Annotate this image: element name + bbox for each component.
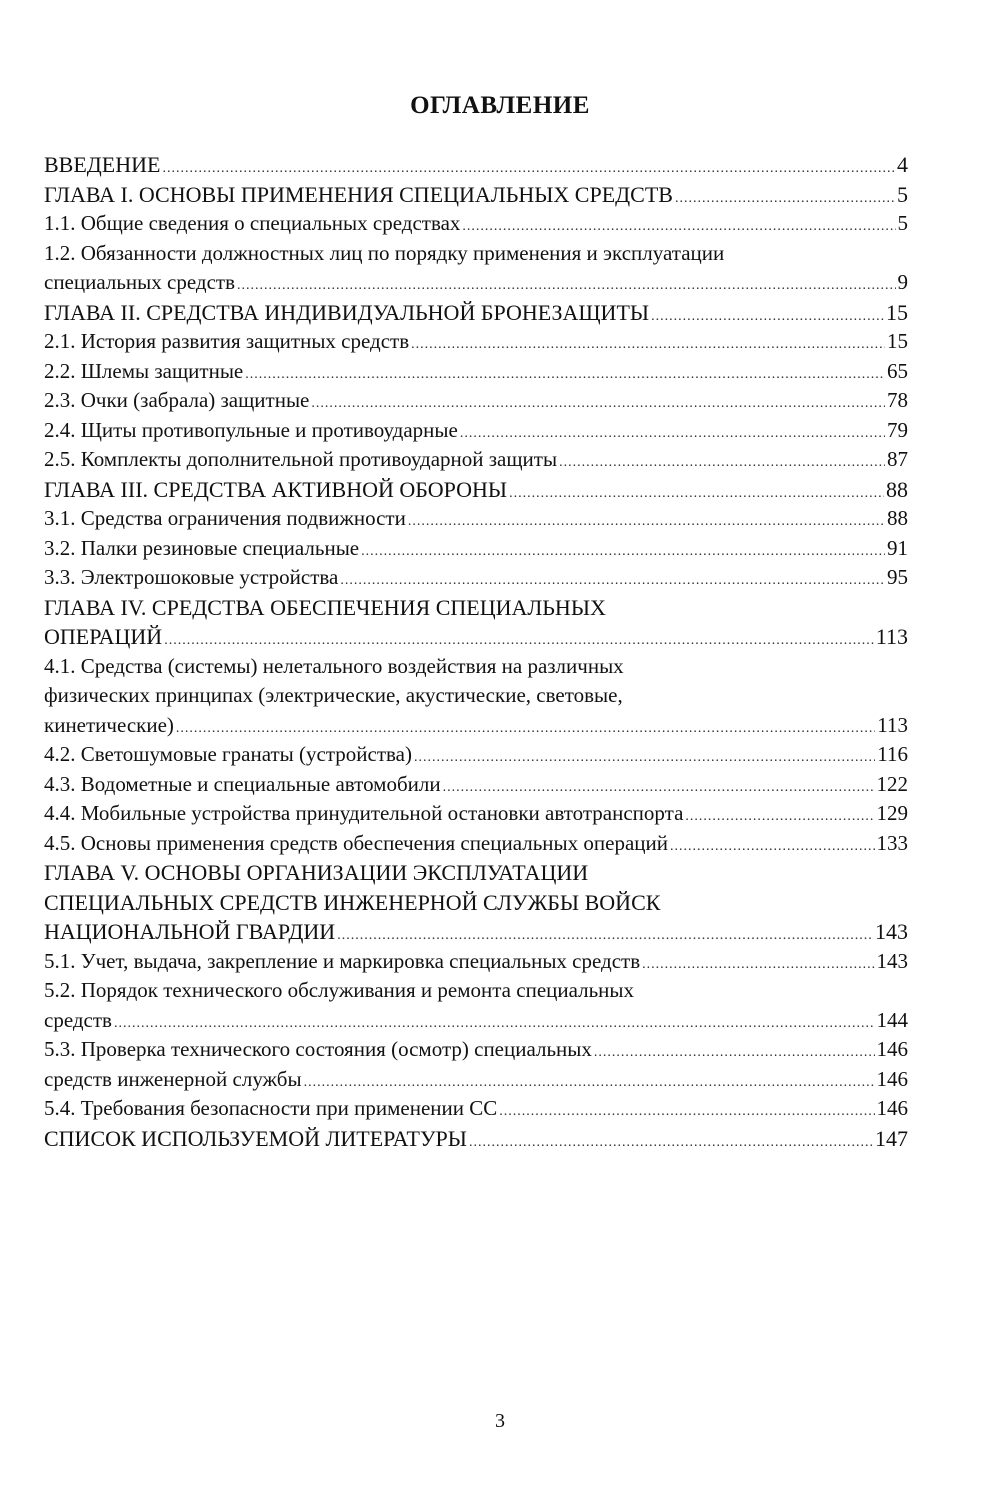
toc-entry-row — [44, 475, 908, 505]
toc-entry-line: физических принципах (электрические, акустические, световые, — [44, 683, 623, 707]
toc-entry-row — [44, 445, 908, 475]
dot-leader — [245, 357, 885, 390]
toc-entry-row — [44, 357, 908, 387]
dot-leader — [164, 622, 874, 656]
toc-entry-row — [44, 386, 908, 416]
toc-page-number: 113 — [875, 624, 908, 649]
dot-leader — [670, 829, 875, 862]
toc-entry-title: 5.3. Проверка технического состояния (осмотр) специальных — [44, 1037, 592, 1061]
toc-entry — [44, 947, 908, 977]
toc-page-number: 5 — [897, 211, 908, 235]
dot-leader — [114, 1006, 875, 1039]
toc-entry — [44, 357, 908, 387]
dot-leader — [469, 1124, 873, 1158]
toc-entry-title: ГЛАВА I. ОСНОВЫ ПРИМЕНЕНИЯ СПЕЦИАЛЬНЫХ СРЕДСТВ — [44, 181, 673, 207]
table-of-contents — [44, 150, 908, 1153]
dot-leader — [594, 1035, 875, 1068]
toc-entry-title: 4.4. Мобильные устройства принудительной остановки автотранспорта — [44, 801, 684, 825]
toc-entry-title: 5.4. Требования безопасности при применении СС — [44, 1096, 498, 1120]
toc-entry — [44, 445, 908, 475]
toc-entry — [44, 563, 908, 593]
toc-entry — [44, 770, 908, 800]
toc-entry-line: ГЛАВА IV. СРЕДСТВА ОБЕСПЕЧЕНИЯ СПЕЦИАЛЬНЫХ — [44, 594, 606, 620]
dot-leader — [499, 1094, 874, 1127]
toc-entry-row — [44, 1065, 908, 1095]
toc-entry — [44, 239, 908, 298]
toc-entry — [44, 1035, 908, 1065]
toc-entry-title: специальных средств — [44, 270, 235, 294]
toc-entry-title: ГЛАВА III. СРЕДСТВА АКТИВНОЙ ОБОРОНЫ — [44, 476, 508, 502]
dot-leader — [340, 563, 885, 596]
toc-entry-title: 2.5. Комплекты дополнительной противоударной защиты — [44, 447, 558, 471]
dot-leader — [337, 917, 873, 951]
toc-entry-title: ВВЕДЕНИЕ — [44, 152, 161, 177]
toc-entry-title: 1.1. Общие сведения о специальных средствах — [44, 211, 461, 235]
toc-entry-title: 4.5. Основы применения средств обеспечения специальных операций — [44, 830, 668, 855]
toc-entry-title: 4.3. Водометные и специальные автомобили — [44, 771, 441, 796]
toc-entry-title: 3.2. Палки резиновые специальные — [44, 535, 360, 560]
dot-leader — [237, 268, 896, 301]
toc-entry-row — [44, 1094, 908, 1124]
toc-entry-title: 4.2. Светошумовые гранаты (устройства) — [44, 742, 412, 766]
dot-leader — [162, 150, 895, 184]
dot-leader — [443, 770, 875, 803]
dot-leader — [685, 799, 874, 832]
toc-page-number: 146 — [876, 1037, 908, 1061]
toc-entry — [44, 1124, 908, 1154]
toc-entry — [44, 416, 908, 446]
toc-page-number: 88 — [887, 506, 908, 530]
toc-entry — [44, 298, 908, 328]
toc-entry-title: ГЛАВА II. СРЕДСТВА ИНДИВИДУАЛЬНОЙ БРОНЕЗАЩИТЫ — [44, 299, 650, 325]
dot-leader — [311, 386, 885, 419]
toc-entry-row — [44, 563, 908, 593]
dot-leader — [411, 327, 885, 360]
toc-entry-row — [44, 711, 908, 741]
toc-entry — [44, 858, 908, 947]
toc-entry-row — [44, 534, 908, 564]
toc-entry-row — [44, 947, 908, 977]
toc-entry-line: 1.2. Обязанности должностных лиц по порядку применения и эксплуатации — [44, 240, 725, 265]
toc-entry-title: 2.1. История развития защитных средств — [44, 329, 410, 353]
toc-entry — [44, 652, 908, 741]
toc-entry-row — [44, 770, 908, 800]
toc-entry-row — [44, 504, 908, 534]
toc-entry-row — [44, 1035, 908, 1065]
toc-page-number: 15 — [887, 329, 908, 353]
toc-page-number: 9 — [897, 270, 908, 294]
toc-entry — [44, 829, 908, 859]
toc-entry-row — [44, 829, 908, 859]
toc-entry-title: ОПЕРАЦИЙ — [44, 624, 163, 649]
toc-page-number: 146 — [876, 1066, 908, 1091]
toc-page-number: 146 — [876, 1096, 908, 1120]
toc-page-number: 143 — [876, 948, 908, 973]
toc-entry — [44, 976, 908, 1035]
toc-entry — [44, 534, 908, 564]
toc-entry-line: СПЕЦИАЛЬНЫХ СРЕДСТВ ИНЖЕНЕРНОЙ СЛУЖБЫ ВОЙСК — [44, 889, 661, 915]
toc-entry — [44, 150, 908, 180]
toc-entry — [44, 1065, 908, 1095]
dot-leader — [559, 445, 885, 478]
toc-page-number: 87 — [887, 447, 908, 471]
toc-entry — [44, 327, 908, 357]
toc-entry — [44, 180, 908, 210]
toc-entry-title: средств — [44, 1007, 112, 1032]
toc-entry-row — [44, 180, 908, 210]
toc-page-number: 15 — [886, 299, 908, 325]
toc-entry-title: средств инженерной службы — [44, 1066, 302, 1091]
toc-entry-row — [44, 298, 908, 328]
toc-page-number: 95 — [887, 565, 908, 589]
toc-page-number: 129 — [876, 801, 908, 825]
toc-page-number: 5 — [897, 181, 908, 207]
toc-title: ОГЛАВЛЕНИЕ — [410, 92, 590, 119]
dot-leader — [176, 711, 875, 744]
dot-leader — [414, 740, 875, 773]
toc-entry-title: 2.4. Щиты противопульные и противоударные — [44, 417, 458, 442]
toc-entry — [44, 386, 908, 416]
toc-page-number: 78 — [887, 388, 908, 412]
toc-entry-title: НАЦИОНАЛЬНОЙ ГВАРДИИ — [44, 919, 336, 944]
toc-page-number: 147 — [875, 1125, 908, 1151]
toc-entry — [44, 740, 908, 770]
toc-entry — [44, 209, 908, 239]
dot-leader — [462, 209, 895, 242]
toc-entry-row — [44, 740, 908, 770]
toc-page-number: 113 — [877, 712, 908, 737]
toc-page-number: 143 — [875, 919, 908, 944]
toc-page-number: 91 — [887, 535, 908, 560]
toc-entry-row — [44, 268, 908, 298]
toc-entry-title: СПИСОК ИСПОЛЬЗУЕМОЙ ЛИТЕРАТУРЫ — [44, 1125, 467, 1151]
toc-entry-row — [44, 327, 908, 357]
toc-entry-line: 5.2. Порядок технического обслуживания и ремонта специальных — [44, 978, 635, 1002]
toc-entry-row — [44, 1124, 908, 1154]
toc-entry-title: 3.3. Электрошоковые устройства — [44, 565, 339, 589]
toc-entry-row — [44, 209, 908, 239]
toc-entry-row — [44, 416, 908, 446]
toc-entry-title: 3.1. Средства ограничения подвижности — [44, 506, 406, 530]
toc-entry-row — [44, 917, 908, 947]
toc-page-number: 65 — [887, 358, 908, 383]
dot-leader — [651, 298, 884, 332]
toc-entry-line: 4.1. Средства (системы) нелетального воздействия на различных — [44, 653, 624, 678]
toc-entry-row — [44, 150, 908, 180]
dot-leader — [408, 504, 885, 537]
dot-leader — [642, 947, 874, 980]
toc-entry-title: 5.1. Учет, выдача, закрепление и маркировка специальных средств — [44, 948, 641, 973]
toc-page-number: 144 — [876, 1007, 908, 1032]
dot-leader — [361, 534, 885, 567]
toc-entry-title: 2.2. Шлемы защитные — [44, 358, 244, 383]
toc-entry — [44, 504, 908, 534]
toc-page-number: 116 — [877, 742, 908, 766]
dot-leader — [304, 1065, 875, 1098]
toc-entry — [44, 1094, 908, 1124]
toc-entry-row — [44, 1006, 908, 1036]
dot-leader — [460, 416, 885, 449]
toc-entry — [44, 799, 908, 829]
toc-page-number: 88 — [886, 476, 908, 502]
toc-page-number: 133 — [876, 830, 908, 855]
toc-entry-title: кинетические) — [44, 712, 174, 737]
toc-page-number: 122 — [876, 771, 908, 796]
toc-entry-row — [44, 799, 908, 829]
page-number: 3 — [495, 1410, 505, 1432]
dot-leader — [509, 475, 884, 509]
toc-entry — [44, 593, 908, 652]
toc-entry-line: ГЛАВА V. ОСНОВЫ ОРГАНИЗАЦИИ ЭКСПЛУАТАЦИИ — [44, 860, 589, 885]
dot-leader — [675, 180, 895, 214]
toc-page-number: 79 — [887, 417, 908, 442]
toc-page-number: 4 — [897, 152, 908, 177]
toc-entry-title: 2.3. Очки (забрала) защитные — [44, 388, 310, 412]
toc-entry-row — [44, 622, 908, 652]
toc-entry — [44, 475, 908, 505]
